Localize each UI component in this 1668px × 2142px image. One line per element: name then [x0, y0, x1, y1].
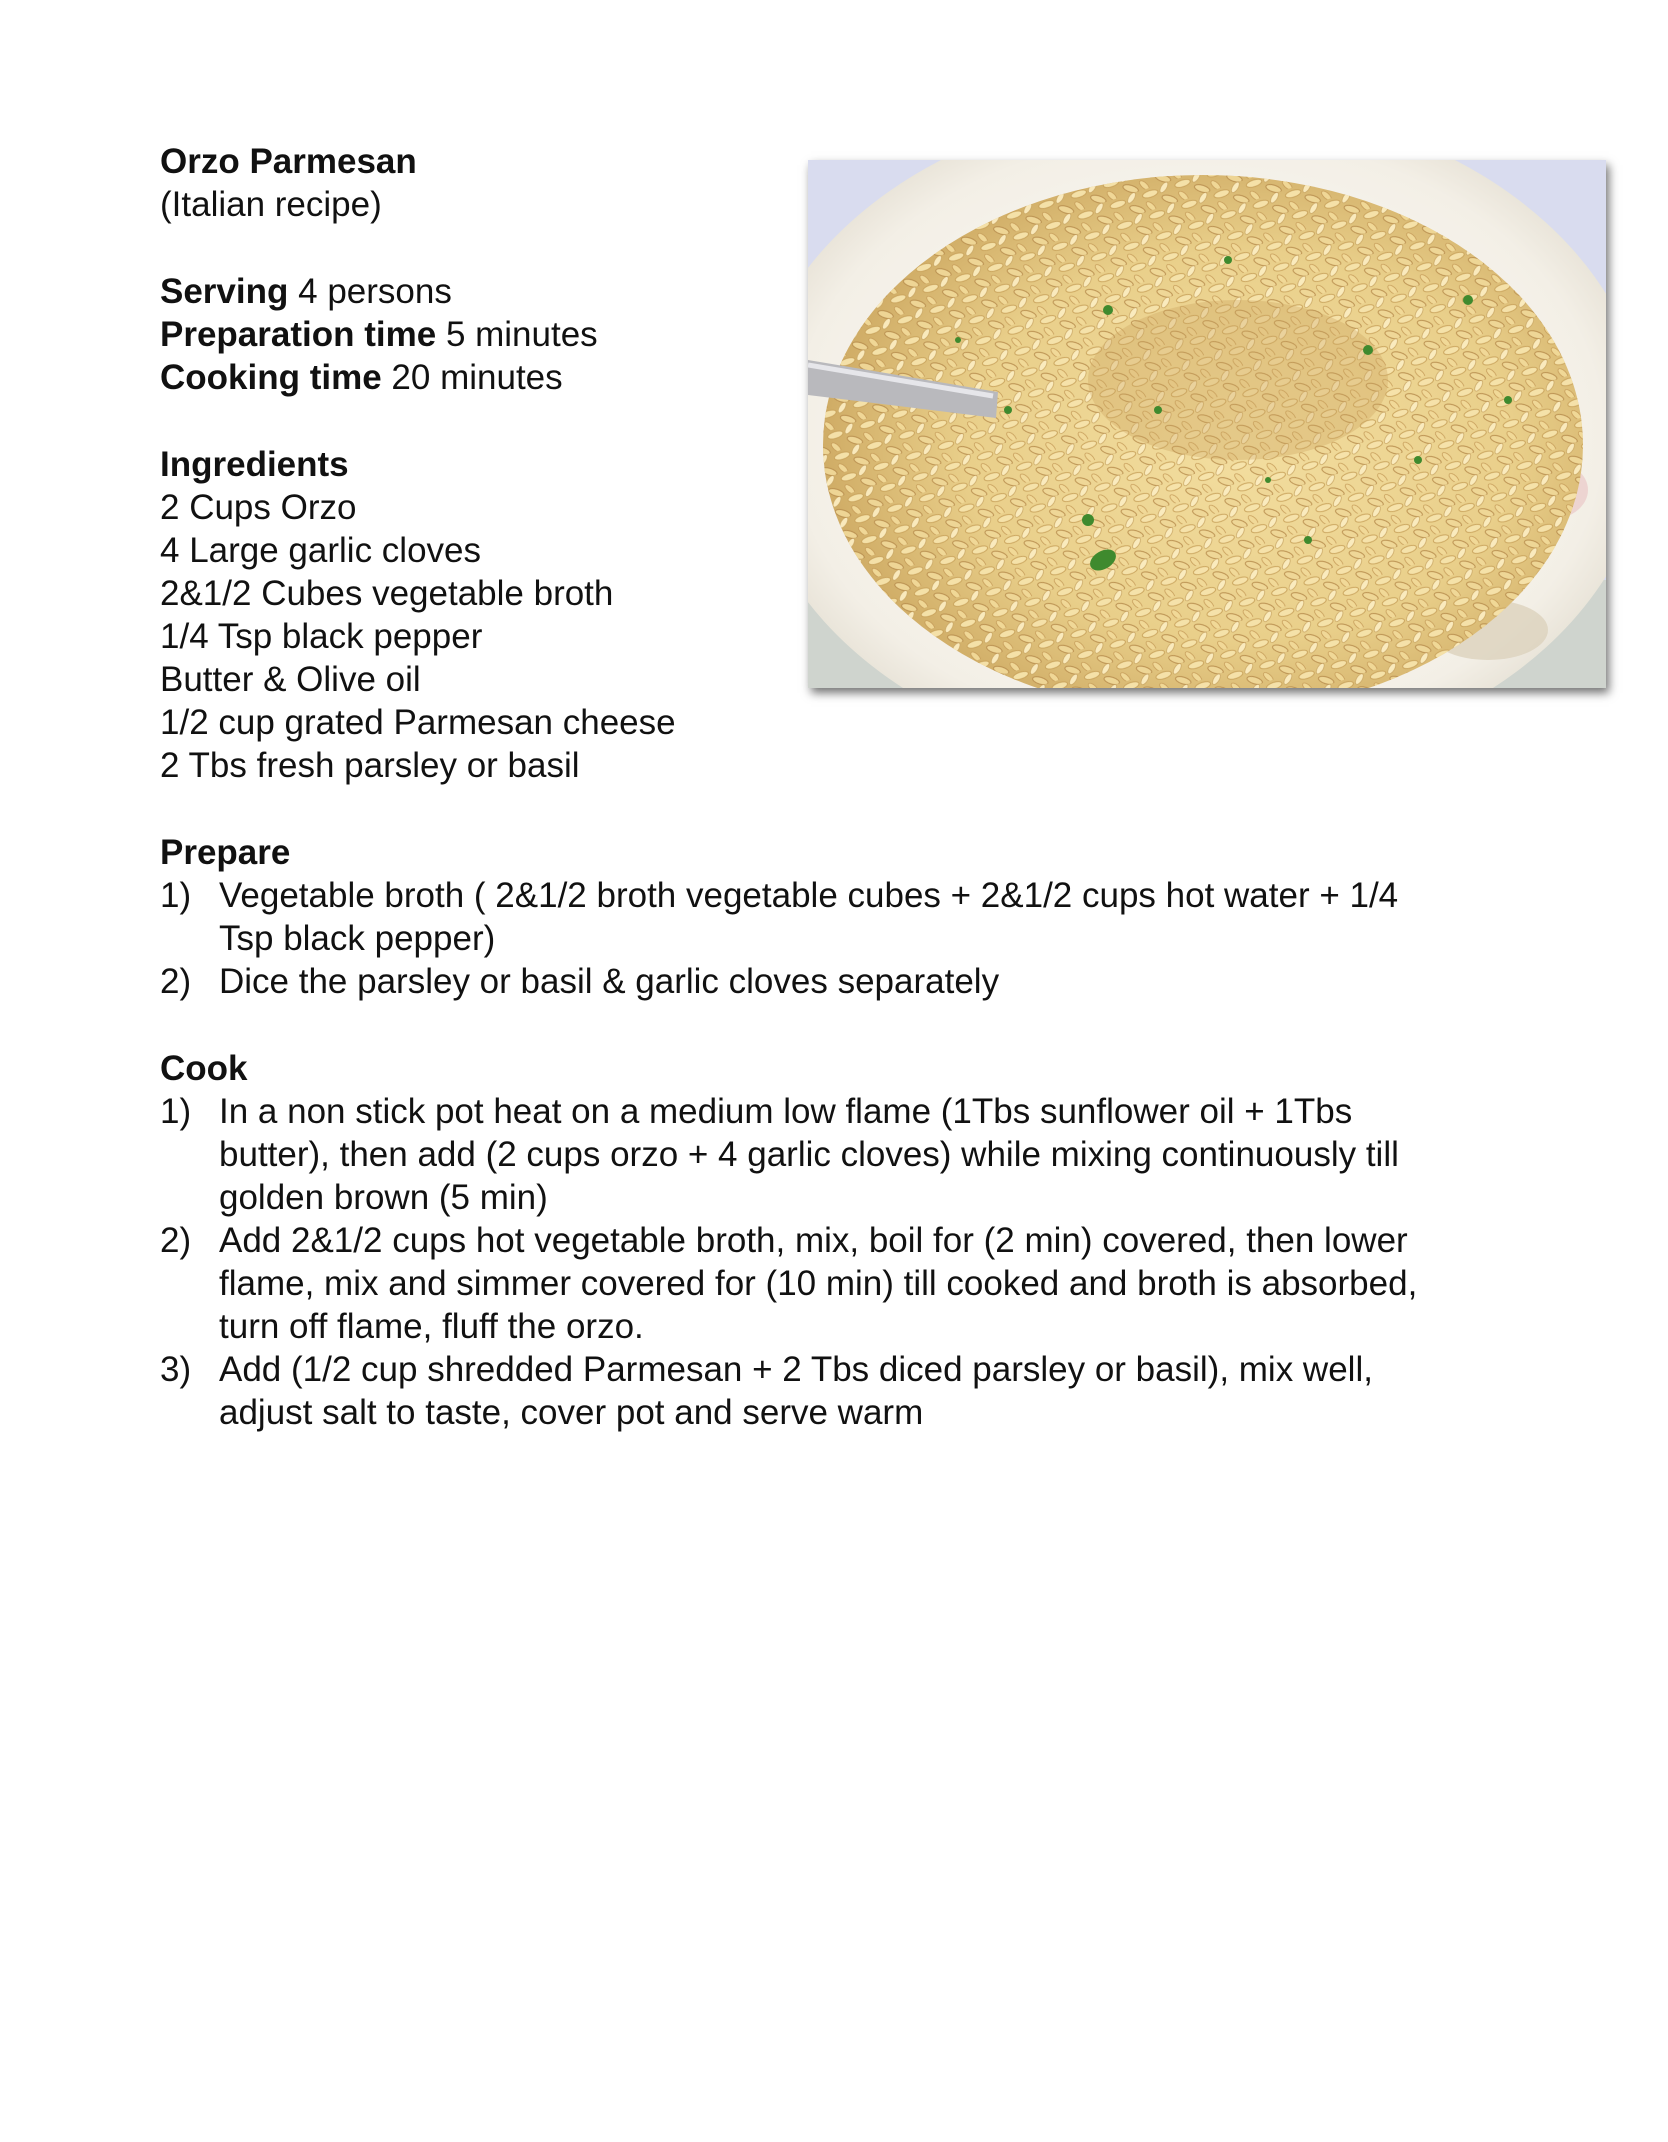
- step-line: flame, mix and simmer covered for (10 min) till cooked and broth is absorbed,: [219, 1264, 1418, 1303]
- step-number: 2): [160, 962, 192, 1001]
- cook-step: [160, 1219, 1490, 1348]
- ingredient-item: Butter & Olive oil: [160, 660, 421, 699]
- prepare-heading: Prepare: [160, 833, 291, 872]
- step-number: 1): [160, 876, 192, 915]
- cook-step: [160, 1090, 1490, 1219]
- ingredient-item: 4 Large garlic cloves: [160, 531, 481, 570]
- ingredient-item: 1/2 cup grated Parmesan cheese: [160, 703, 676, 742]
- spacer: [160, 787, 1490, 831]
- meta-label: Serving: [160, 272, 289, 311]
- meta-label: Preparation time: [160, 315, 437, 354]
- recipe-title: Orzo Parmesan: [160, 142, 417, 181]
- step-line: butter), then add (2 cups orzo + 4 garlic cloves) while mixing continuously till: [219, 1135, 1399, 1174]
- recipe-origin: (Italian recipe): [160, 185, 382, 224]
- cook-heading: Cook: [160, 1049, 248, 1088]
- step-number: 1): [160, 1092, 192, 1131]
- orzo-dish-photo: [808, 160, 1606, 688]
- step-line: adjust salt to taste, cover pot and serve warm: [219, 1393, 924, 1432]
- ingredient-item: 2 Tbs fresh parsley or basil: [160, 746, 580, 785]
- ingredient-item: 2&1/2 Cubes vegetable broth: [160, 574, 614, 613]
- step-line: Add 2&1/2 cups hot vegetable broth, mix, boil for (2 min) covered, then lower: [219, 1221, 1408, 1260]
- prepare-step: [160, 960, 1490, 1003]
- step-line: In a non stick pot heat on a medium low flame (1Tbs sunflower oil + 1Tbs: [219, 1092, 1353, 1131]
- meta-value: 5 minutes: [445, 315, 598, 354]
- prepare-steps: [160, 874, 1490, 1003]
- step-line: Vegetable broth ( 2&1/2 broth vegetable cubes + 2&1/2 cups hot water + 1/4: [219, 876, 1399, 915]
- step-line: Add (1/2 cup shredded Parmesan + 2 Tbs diced parsley or basil), mix well,: [219, 1350, 1373, 1389]
- cook-step: [160, 1348, 1490, 1434]
- prepare-step: [160, 874, 1490, 960]
- meta-value: 20 minutes: [391, 358, 563, 397]
- step-number: 2): [160, 1221, 192, 1260]
- step-number: 3): [160, 1350, 192, 1389]
- orzo-dish-illustration: [808, 160, 1606, 688]
- meta-value: 4 persons: [298, 272, 452, 311]
- ingredients-heading: Ingredients: [160, 445, 349, 484]
- ingredient-item: 1/4 Tsp black pepper: [160, 617, 483, 656]
- step-line: turn off flame, fluff the orzo.: [219, 1307, 644, 1346]
- spacer: [160, 1003, 1490, 1047]
- step-line: golden brown (5 min): [219, 1178, 548, 1217]
- meta-label: Cooking time: [160, 358, 382, 397]
- cook-steps: [160, 1090, 1490, 1434]
- step-line: Tsp black pepper): [219, 919, 496, 958]
- step-line: Dice the parsley or basil & garlic cloves separately: [219, 962, 1000, 1001]
- ingredient-item: 2 Cups Orzo: [160, 488, 357, 527]
